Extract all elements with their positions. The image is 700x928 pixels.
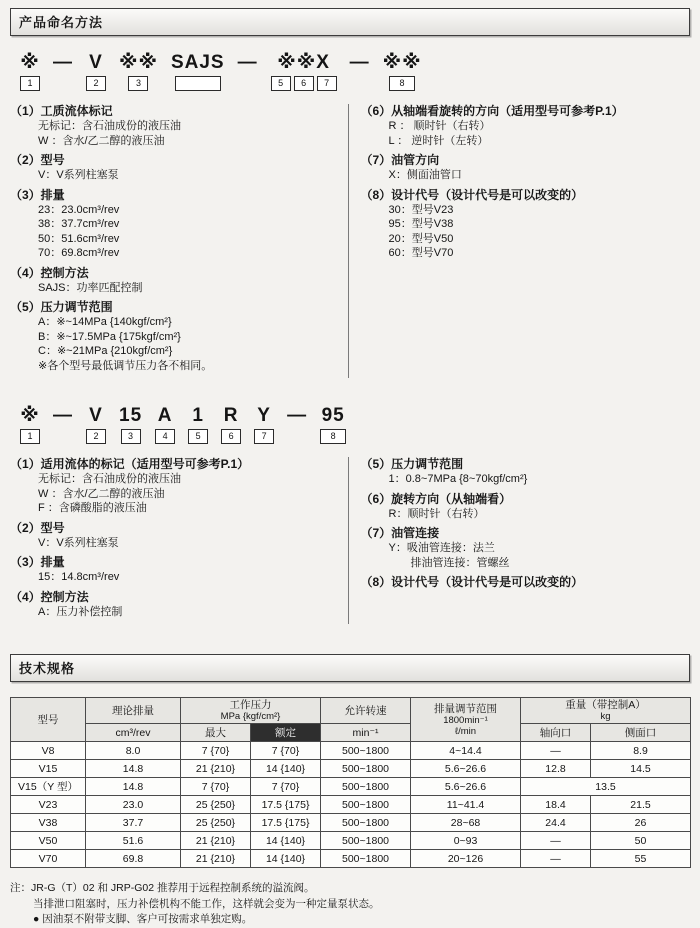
code-part [383, 53, 422, 91]
cell-pressure-max: 25 {250} [181, 796, 251, 814]
naming-item [361, 575, 691, 590]
code-part [53, 406, 73, 425]
cell-displacement: 23.0 [86, 796, 181, 814]
naming2-right-column [348, 457, 691, 624]
cell-range: 20~126 [411, 850, 521, 868]
code-box: 7 [317, 76, 337, 91]
item-line: 50：51.6cm³/rev [38, 232, 120, 245]
code-part [188, 406, 208, 444]
item-line: 30：型号V23 [388, 203, 454, 216]
cell-weight-side: 50 [591, 832, 691, 850]
header-adjust-range-unit: ℓ/min [455, 725, 477, 737]
header-adjust-range-label: 排量调节范围 [434, 702, 498, 715]
footnote-line-3: ● 因油泵不附带支脚、客户可按需求单独定购。 [33, 913, 253, 925]
cell-weight-side: 14.5 [591, 760, 691, 778]
code-char: ※※ [382, 52, 422, 73]
section-header-specs [10, 654, 690, 682]
cell-weight-side: 26 [591, 814, 691, 832]
item-head: （6）旋转方向（从轴端看） [360, 491, 512, 506]
item-line: C：※~21MPa {210kgf/cm²} [38, 345, 173, 357]
item-head: （2）型号 [10, 520, 65, 535]
item-head: （5）压力调节范围 [10, 300, 113, 314]
item-head: （8）设计代号（设计代号是可以改变的） [360, 187, 584, 202]
item-line: 20：型号V50 [388, 232, 454, 245]
header-pressure-rated: 额定 [251, 724, 321, 742]
item-line: 无标记：含石油成份的液压油 [38, 473, 181, 485]
cell-range: 11~41.4 [411, 796, 521, 814]
cell-pressure-max: 21 {210} [181, 832, 251, 850]
cell-pressure-rated: 17.5 {175} [251, 814, 321, 832]
code-char: R [223, 405, 239, 426]
naming-item [361, 104, 691, 148]
table-header-row-1 [11, 698, 691, 724]
cell-model: V50 [11, 832, 86, 850]
code-part [119, 406, 142, 444]
code-part [238, 53, 258, 72]
cell-weight-axial: — [521, 850, 591, 868]
cell-displacement: 14.8 [86, 760, 181, 778]
cell-pressure-max: 7 {70} [181, 742, 251, 760]
naming-item [10, 188, 340, 261]
cell-weight-axial: 12.8 [521, 760, 591, 778]
specs-title: 技术规格 [19, 661, 76, 676]
cell-speed: 500~1800 [321, 814, 411, 832]
naming-item [10, 590, 340, 620]
item-head: （4）控制方法 [10, 589, 89, 604]
code-char: V [89, 52, 103, 73]
item-head: （7）油管连接 [360, 526, 440, 540]
code-box: 6 [294, 76, 314, 91]
cell-speed: 500~1800 [321, 760, 411, 778]
item-line: 95：型号V38 [388, 218, 454, 230]
item-line: Y：吸油管连接：法兰 [388, 542, 495, 554]
table-row [11, 832, 691, 850]
header-adjust-range [411, 698, 521, 742]
cell-pressure-max: 21 {210} [181, 760, 251, 778]
naming-item [10, 457, 340, 516]
naming1-left-column [10, 104, 348, 378]
code-box: 8 [320, 429, 346, 444]
item-line: V：V系列柱塞泵 [38, 169, 119, 181]
item-head: （6）从轴端看旋转的方向（适用型号可参考P.1） [360, 104, 624, 118]
code-part [350, 53, 370, 72]
item-line: 38：37.7cm³/rev [38, 218, 120, 230]
footnotes [10, 881, 690, 928]
cell-weight-axial: 24.4 [521, 814, 591, 832]
cell-range: 5.6~26.6 [411, 760, 521, 778]
cell-model: V15 [11, 760, 86, 778]
cell-weight-side: 8.9 [591, 742, 691, 760]
item-head: （3）排量 [10, 187, 65, 202]
code-char: ※※X [277, 52, 330, 73]
section-header-naming [10, 8, 690, 36]
cell-weight-side: 21.5 [591, 796, 691, 814]
code-dash: — [349, 52, 370, 73]
code-part [53, 53, 73, 72]
item-line: 无标记：含石油成份的液压油 [38, 120, 181, 132]
cell-speed: 500~1800 [321, 778, 411, 796]
item-line: V：V系列柱塞泵 [38, 536, 119, 549]
naming-item [361, 457, 691, 487]
cell-speed: 500~1800 [321, 742, 411, 760]
table-row [11, 850, 691, 868]
item-head: （2）型号 [10, 153, 65, 167]
code-part [20, 53, 40, 91]
cell-model: V8 [11, 742, 86, 760]
item-line: A：压力补偿控制 [38, 605, 123, 618]
naming1-right-column [348, 104, 691, 378]
naming-item [10, 153, 340, 183]
item-line: 15：14.8cm³/rev [38, 571, 120, 583]
code-dash: — [53, 405, 73, 426]
item-line: X：侧面油管口 [388, 169, 462, 181]
code-char: 95 [321, 405, 345, 426]
cell-range: 4~14.4 [411, 742, 521, 760]
cell-displacement: 8.0 [86, 742, 181, 760]
cell-speed: 500~1800 [321, 796, 411, 814]
cell-model: V15（Y 型） [11, 778, 86, 796]
code-part [221, 406, 241, 444]
item-line: W ：含水/乙二醇的液压油 [38, 134, 165, 147]
cell-range: 0~93 [411, 832, 521, 850]
cell-pressure-max: 25 {250} [181, 814, 251, 832]
header-pressure [181, 698, 321, 724]
header-pressure-max: 最大 [181, 724, 251, 742]
code-box: 1 [20, 76, 40, 91]
code-box: 5 [271, 76, 291, 91]
cell-weight-axial: — [521, 742, 591, 760]
item-head: （1）工质流体标记 [10, 104, 113, 118]
cell-range: 5.6~26.6 [411, 778, 521, 796]
item-line: A：※~14MPa {140kgf/cm²} [38, 316, 172, 328]
item-line: L ： 逆时针（左转） [388, 134, 489, 147]
code-dash: — [287, 405, 308, 426]
header-speed-unit: min⁻¹ [321, 724, 411, 742]
code-char: 15 [119, 405, 143, 426]
code-char: SAJS [170, 52, 225, 73]
header-pressure-unit: MPa {kgf/cm²} [220, 711, 281, 722]
code-box: 2 [86, 429, 106, 444]
cell-model: V70 [11, 850, 86, 868]
item-line: B：※~17.5MPa {175kgf/cm²} [38, 330, 181, 343]
header-weight-axial: 轴向口 [521, 724, 591, 742]
table-row [11, 778, 691, 796]
footnote-line-1: 注：JR-G（T）02 和 JRP-G02 推荐用于远程控制系统的溢流阀。 [10, 882, 315, 894]
item-line: R ： 顺时针（右转） [388, 120, 491, 132]
naming-item [10, 300, 340, 373]
naming-item [10, 104, 340, 148]
cell-speed: 500~1800 [321, 832, 411, 850]
header-displacement: 理论排量 [86, 698, 181, 724]
code-part [287, 406, 307, 425]
naming-title: 产品命名方法 [19, 15, 104, 30]
code-part [320, 406, 346, 444]
code-char: ※ [20, 52, 40, 73]
item-head: （5）压力调节范围 [360, 457, 464, 471]
naming-item [361, 492, 691, 522]
header-weight [521, 698, 691, 724]
cell-pressure-max: 21 {210} [181, 850, 251, 868]
cell-weight-axial: — [521, 832, 591, 850]
code-part [86, 406, 106, 444]
header-weight-unit: kg [600, 711, 611, 722]
cell-displacement: 37.7 [86, 814, 181, 832]
item-head: （3）排量 [10, 555, 65, 569]
item-head: （8）设计代号（设计代号是可以改变的） [360, 575, 584, 589]
code-box-row [271, 76, 337, 91]
code-part [20, 406, 40, 444]
code-box: 3 [128, 76, 148, 91]
code-char: V [89, 405, 103, 426]
code-box: 6 [221, 429, 241, 444]
header-weight-side: 侧面口 [591, 724, 691, 742]
specs-table [10, 697, 691, 868]
code-dash: — [53, 52, 73, 73]
naming-item [361, 526, 691, 570]
item-line: R：顺时针（右转） [388, 507, 485, 520]
code-part [119, 53, 158, 91]
naming-item [361, 153, 691, 183]
naming2-left-column [10, 457, 348, 624]
footnote-line-2: 当排泄口阻塞时，压力补偿机构不能工作，这样就会变为一种定量泵状态。 [33, 897, 380, 910]
item-line: 1：0.8~7MPa {8~70kgf/cm²} [388, 473, 528, 485]
item-head: （7）油管方向 [360, 153, 440, 167]
item-line: 排油管连接：管螺丝 [388, 556, 510, 569]
code-box: 2 [86, 76, 106, 91]
item-line: F ：含磷酸脂的液压油 [38, 502, 147, 514]
model-code-1 [20, 53, 690, 91]
item-head: （4）控制方法 [10, 265, 89, 280]
code-char: 1 [192, 405, 204, 426]
code-char: A [157, 405, 173, 426]
table-row [11, 760, 691, 778]
header-weight-label: 重量（带控制A） [565, 699, 646, 711]
item-line: ※各个型号最低调节压力各不相同。 [38, 359, 213, 372]
code-part [254, 406, 274, 444]
header-pressure-label: 工作压力 [229, 699, 272, 711]
cell-pressure-rated: 14 {140} [251, 832, 321, 850]
cell-weight-merged: 13.5 [521, 778, 691, 796]
code-box: 4 [155, 429, 175, 444]
code-box [175, 76, 221, 91]
cell-pressure-rated: 14 {140} [251, 850, 321, 868]
item-line: SAJS：功率匹配控制 [38, 281, 143, 294]
cell-weight-axial: 18.4 [521, 796, 591, 814]
code-dash: — [237, 52, 258, 73]
naming-item [361, 188, 691, 261]
cell-weight-side: 55 [591, 850, 691, 868]
code-box: 8 [389, 76, 415, 91]
cell-pressure-rated: 17.5 {175} [251, 796, 321, 814]
table-header-row-2 [11, 724, 691, 742]
code-part [155, 406, 175, 444]
header-speed: 允许转速 [321, 698, 411, 724]
model-code-2 [20, 406, 690, 444]
header-adjust-range-speed: 1800min⁻¹ [443, 714, 488, 726]
cell-pressure-rated: 14 {140} [251, 760, 321, 778]
table-row [11, 742, 691, 760]
item-line: 60：型号V70 [388, 247, 454, 259]
table-row [11, 814, 691, 832]
naming1-columns [10, 104, 690, 378]
naming-item [10, 555, 340, 585]
code-box: 3 [121, 429, 141, 444]
cell-pressure-rated: 7 {70} [251, 778, 321, 796]
code-part [86, 53, 106, 91]
item-line: 70：69.8cm³/rev [38, 247, 120, 259]
code-char: ※※ [119, 52, 158, 73]
cell-range: 28~68 [411, 814, 521, 832]
item-head: （1）适用流体的标记（适用型号可参考P.1） [10, 457, 250, 471]
table-row [11, 796, 691, 814]
header-displacement-unit: cm³/rev [86, 724, 181, 742]
code-char: ※ [20, 405, 40, 426]
item-line: W ：含水/乙二醇的液压油 [38, 487, 165, 500]
naming2-columns [10, 457, 690, 624]
cell-pressure-rated: 7 {70} [251, 742, 321, 760]
code-part [271, 53, 337, 91]
cell-model: V23 [11, 796, 86, 814]
item-line: 23：23.0cm³/rev [38, 203, 120, 216]
naming-item [10, 266, 340, 296]
naming-item [10, 521, 340, 551]
cell-model: V38 [11, 814, 86, 832]
header-model: 型号 [11, 698, 86, 742]
cell-speed: 500~1800 [321, 850, 411, 868]
code-part [171, 53, 225, 91]
cell-pressure-max: 7 {70} [181, 778, 251, 796]
cell-displacement: 51.6 [86, 832, 181, 850]
code-box: 5 [188, 429, 208, 444]
cell-displacement: 69.8 [86, 850, 181, 868]
code-box: 1 [20, 429, 40, 444]
cell-displacement: 14.8 [86, 778, 181, 796]
code-box: 7 [254, 429, 274, 444]
code-char: Y [257, 405, 271, 426]
